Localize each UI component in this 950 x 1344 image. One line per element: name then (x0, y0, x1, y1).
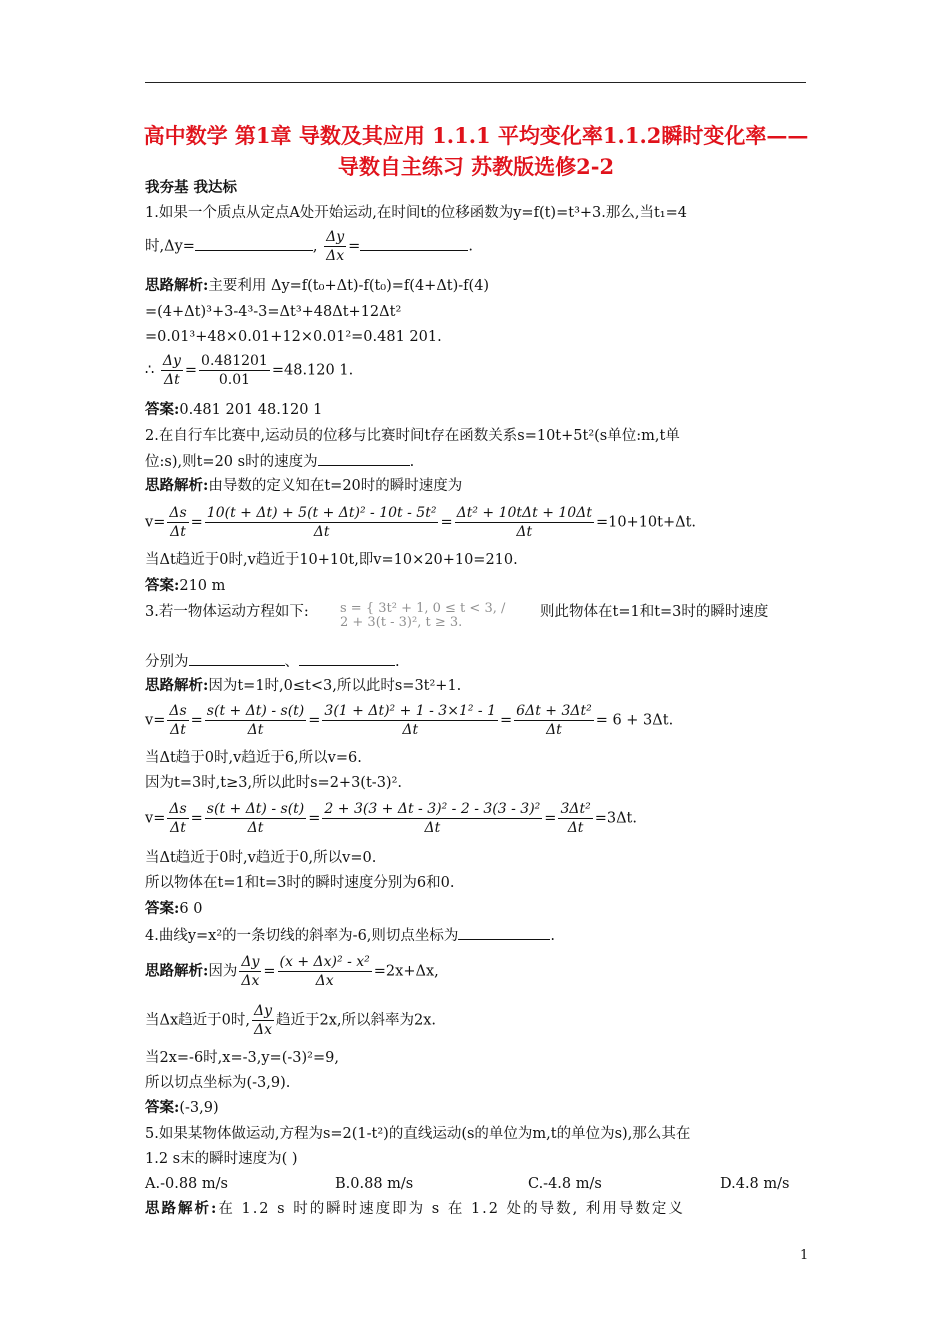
q2-f2-den: Δt (313, 524, 330, 540)
q2-f3-den: Δt (516, 524, 533, 540)
q3-analysis-1 (145, 676, 461, 696)
q1-blank-1 (195, 236, 313, 251)
q2-formula: v= $\frac{\Delta s}{\Delta t}$ = $\frac{\text{10(t + Δt) + 5(t + Δt)² - 10t - 5t²}}{\Delta t}$ = $\frac{\text{Δt² + 10tΔt + 10Δt}}{\Delta t}$ =10+10t+Δt. (145, 505, 697, 540)
q3-line2 (145, 651, 400, 672)
q1-result: =48.120 1. (271, 362, 354, 379)
q3-answer-label: 答案: (145, 900, 180, 917)
q4-f2-num: (x + Δx)² - x² (279, 954, 370, 970)
q1-answer (145, 400, 322, 420)
q1-frac-num: Δy (326, 229, 345, 245)
q3-g3-den: Δt (424, 820, 441, 836)
q4-analysis-1: 思路解析:因为 $\frac{\Delta y}{\Delta x}$ = $\frac{\text{(x + Δx)² - x²}}{\Delta x}$ =2x+Δx, (145, 954, 439, 989)
q3-g4 (558, 800, 592, 837)
q2-f2-num: 10(t + Δt) + 5(t + Δt)² - 10t - 5t² (206, 505, 437, 521)
q3-formula-2: v= $\frac{\Delta s}{\Delta t}$ = $\frac{s(t + \Delta t) - s(t)}{\Delta t}$ = $\frac{\text{2 + 3(3 + Δt - 3)² - 2 - 3(3 - 3)²}}{\Delta t}$ = $\frac{\text{3Δt²}}{\Delta t}$ =3Δt. (145, 801, 637, 836)
q1-line1: 1.如果一个质点从定点A处开始运动,在时间t的位移函数为y=f(t)=t³+3.那么,当t₁=4 (145, 205, 687, 221)
q3-line-b: 因为t=3时,t≥3,所以此时s=2+3(t-3)². (145, 775, 402, 791)
q1-text-d: . (468, 238, 473, 255)
q3-text-mid: 、 (284, 654, 299, 670)
q3-text-end: . (395, 654, 400, 670)
q2-text: 位:s),则t=20 s时的速度为 (145, 454, 318, 470)
q3-piecewise-text: s = { 3t² + 1, 0 ≤ t < 3, / 2 + 3(t - 3)², t ≥ 3. (340, 602, 506, 630)
q1-frac-den: Δx (326, 248, 345, 264)
q2-blank (318, 451, 410, 466)
q3-line-d: 所以物体在t=1和t=3时的瞬时速度分别为6和0. (145, 875, 455, 891)
q2-line2 (145, 451, 414, 472)
q4-analysis-label: 思路解析: (145, 962, 209, 980)
header-rule (145, 82, 806, 83)
q2-f1-num: Δs (169, 505, 187, 521)
q3-f1-den: Δt (170, 722, 186, 738)
q1-analysis-3: =0.01³+48×0.01+12×0.01²=0.481 201. (145, 329, 442, 345)
q4-line1 (145, 925, 555, 946)
q5-analysis-label: 思路解析: (145, 1200, 219, 1217)
q1-fraction-3 (199, 352, 270, 389)
q3-line-c: 当Δt趋近于0时,v趋近于0,所以v=0. (145, 850, 377, 866)
q3-g1-num: Δs (169, 801, 187, 817)
q1-line2 (145, 228, 473, 265)
q3-analysis-text: 因为t=1时,0≤t<3,所以此时s=3t²+1. (208, 678, 462, 694)
q1-analysis-2: =(4+Δt)³+3-4³-3=Δt³+48Δt+12Δt² (145, 304, 402, 320)
q3-f2-num: s(t + Δt) - s(t) (206, 703, 305, 719)
q2-f2 (205, 504, 439, 541)
q3-answer-value: 6 0 (179, 901, 203, 917)
q5-line1: 5.如果某物体做运动,方程为s=2(1-t²)的直线运动(s的单位为m,t的单位为s),那么其在 (145, 1126, 691, 1142)
q3-answer (145, 899, 202, 919)
q4-f3 (252, 1002, 274, 1039)
q3-g3-num: 2 + 3(3 + Δt - 3)² - 2 - 3(3 - 3)² (324, 801, 541, 817)
q1-text-c: = (348, 238, 361, 255)
q4-f1 (239, 953, 261, 990)
q1-analysis-1 (145, 276, 489, 296)
q1-f3-num: 0.481201 (201, 353, 268, 369)
q4-line-a (145, 1002, 436, 1039)
q2-answer (145, 576, 225, 596)
q2-f1-den: Δt (170, 524, 186, 540)
q4-f2 (278, 953, 372, 990)
q1-text-a: 时,Δy= (145, 238, 195, 255)
q3-blank-1 (189, 651, 285, 666)
q1-fraction-2 (161, 352, 183, 389)
q2-answer-value: 210 m (179, 578, 226, 594)
q1-f3-den: 0.01 (218, 372, 251, 388)
q3-g1-den: Δt (170, 820, 186, 836)
q2-analysis-label: 思路解析: (145, 477, 209, 494)
q2-analysis-text: 由导数的定义知在t=20时的瞬时速度为 (208, 478, 463, 494)
q3-g3 (322, 800, 542, 837)
q2-f1 (167, 504, 188, 541)
q3-f4-num: 6Δt + 3Δt² (516, 703, 592, 719)
q3-g4-num: 3Δt² (560, 801, 591, 817)
q4-text-a1: 当Δx趋近于0时, (145, 1012, 250, 1029)
q3-analysis-label: 思路解析: (145, 677, 209, 694)
q3-f1 (167, 702, 188, 739)
q4-f1-den: Δx (241, 973, 260, 989)
q4-f1-num: Δy (241, 954, 260, 970)
q1-f2-den: Δt (163, 372, 180, 388)
q1-analysis-label: 思路解析: (145, 277, 209, 294)
q1-text-b: , (312, 238, 318, 255)
q3-g4-den: Δt (567, 820, 584, 836)
q3-result-2: =3Δt. (594, 810, 637, 827)
q2-text-end: . (409, 454, 415, 470)
q4-f3-num: Δy (253, 1003, 273, 1019)
q4-line-b: 当2x=-6时,x=-3,y=(-3)²=9, (145, 1050, 339, 1066)
q4-answer-value: (-3,9) (179, 1100, 219, 1116)
q4-result: =2x+Δx, (373, 963, 439, 980)
page-number: 1 (800, 1248, 809, 1263)
document-title: 高中数学 第1章 导数及其应用 1.1.1 平均变化率1.1.2瞬时变化率——导数自主练习 苏教版选修2-2 (143, 123, 809, 179)
q1-fraction (324, 228, 346, 265)
q2-f3-num: Δt² + 10tΔt + 10Δt (456, 505, 592, 521)
q3-f2 (205, 702, 306, 739)
q3-line1-a: 3.若一物体运动方程如下: (145, 604, 309, 620)
q3-result-1: = 6 + 3Δt. (595, 712, 674, 729)
q2-line1: 2.在自行车比赛中,运动员的位移与比赛时间t存在函数关系s=10t+5t²(s单位:m,t单 (145, 428, 680, 444)
q3-line1-b: 则此物体在t=1和t=3时的瞬时速度 (540, 604, 769, 620)
q4-blank (458, 925, 550, 940)
q3-f4 (514, 702, 594, 739)
q3-f4-den: Δt (546, 722, 562, 738)
q5-analysis-text: 在 1.2 s 时的瞬时速度即为 s 在 1.2 处的导数, 利用导数定义 (218, 1201, 685, 1217)
q5-line2: 1.2 s末的瞬时速度为( ) (145, 1151, 298, 1167)
q4-text-end: . (550, 928, 556, 944)
q2-analysis-1 (145, 476, 462, 496)
q5-option-a: A.-0.88 m/s (145, 1176, 228, 1192)
q3-v: v= (145, 712, 166, 729)
q3-f1-num: Δs (169, 703, 187, 719)
q3-g2-num: s(t + Δt) - s(t) (206, 801, 305, 817)
q1-answer-value: 0.481 201 48.120 1 (179, 402, 323, 418)
q5-option-d: D.4.8 m/s (720, 1176, 790, 1192)
q3-f2-den: Δt (247, 722, 264, 738)
q4-answer (145, 1098, 219, 1118)
q3-piecewise-image (340, 602, 516, 638)
q4-line-c: 所以切点坐标为(-3,9). (145, 1075, 291, 1091)
q2-line-after: 当Δt趋近于0时,v趋近于10+10t,即v=10×20+10=210. (145, 552, 518, 568)
q3-blank-2 (299, 651, 395, 666)
q3-g2 (205, 800, 306, 837)
q3-g2-den: Δt (247, 820, 264, 836)
section-heading: 我夯基 我达标 (145, 179, 238, 196)
therefore-symbol: ∴ (145, 362, 155, 379)
q3-f3 (322, 702, 498, 739)
q4-f2-den: Δx (315, 973, 334, 989)
q4-analysis-text: 因为 (208, 963, 238, 980)
q1-therefore-line: ∴ $\frac{\Delta y}{\Delta t}$ = $\frac{0.481201}{0.01}$ =48.120 1. (145, 353, 354, 388)
q2-result: =10+10t+Δt. (595, 514, 697, 531)
q4-text: 4.曲线y=x²的一条切线的斜率为-6,则切点坐标为 (145, 928, 459, 944)
q2-answer-label: 答案: (145, 577, 180, 594)
q2-f3 (455, 504, 594, 541)
q3-v-2: v= (145, 810, 166, 827)
q2-v: v= (145, 514, 166, 531)
q3-text: 分别为 (145, 654, 189, 670)
q3-formula-1: v= $\frac{\Delta s}{\Delta t}$ = $\frac{s(t + \Delta t) - s(t)}{\Delta t}$ = $\frac{\text{3(1 + Δt)² + 1 - 3×1² - 1}}{\Delta t}$ = $\frac{\text{6Δt + 3Δt²}}{\Delta t}$ = 6 + 3Δt. (145, 703, 674, 738)
q4-text-a2: 趋近于2x,所以斜率为2x. (276, 1012, 437, 1029)
q3-g1 (167, 800, 188, 837)
q1-f2-num: Δy (162, 353, 181, 369)
q1-answer-label: 答案: (145, 401, 180, 418)
q3-f3-num: 3(1 + Δt)² + 1 - 3×1² - 1 (324, 703, 497, 719)
q1-blank-2 (360, 236, 468, 251)
q5-option-b: B.0.88 m/s (335, 1176, 414, 1192)
q3-line-a: 当Δt趋于0时,v趋近于6,所以v=6. (145, 750, 362, 766)
q4-answer-label: 答案: (145, 1099, 180, 1116)
q5-option-c: C.-4.8 m/s (528, 1176, 602, 1192)
q5-analysis-1 (145, 1199, 685, 1219)
q4-f3-den: Δx (253, 1022, 272, 1038)
q3-f3-den: Δt (402, 722, 419, 738)
q1-analysis-text: 主要利用 Δy=f(t₀+Δt)-f(t₀)=f(4+Δt)-f(4) (208, 278, 490, 294)
